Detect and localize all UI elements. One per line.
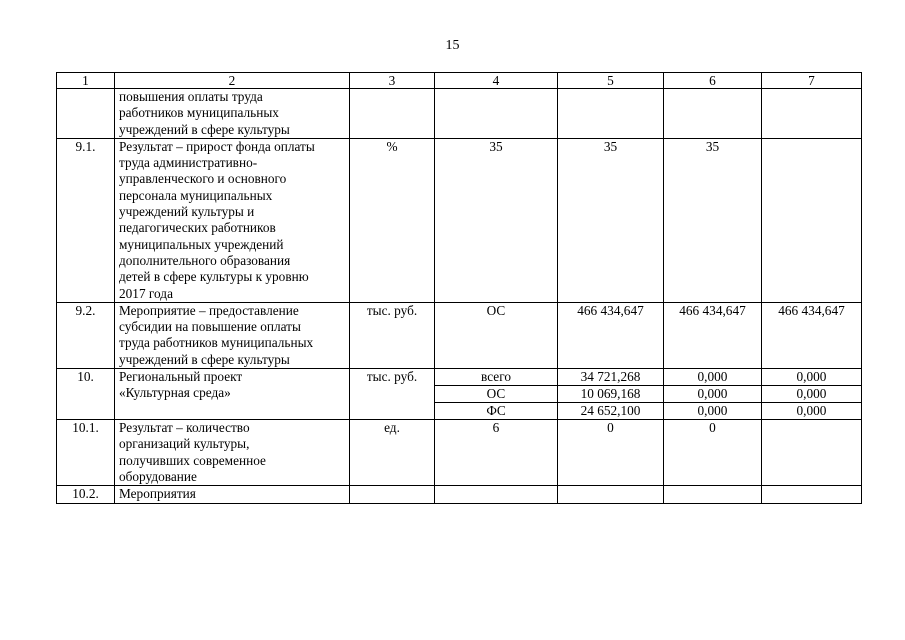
row-name-line: детей в сфере культуры к уровню [119, 269, 309, 285]
row-name [115, 486, 350, 503]
column-number: 1 [57, 73, 115, 89]
row-name-line: Мероприятия [119, 486, 196, 502]
table-row [57, 138, 862, 302]
column-number-row [57, 73, 862, 89]
row-name [115, 138, 350, 302]
column-number: 3 [350, 73, 435, 89]
value-cell [762, 486, 862, 503]
row-name-line: оборудование [119, 468, 197, 484]
row-number: 10.2. [57, 486, 115, 503]
row-number: 10. [57, 369, 115, 420]
row-name-line: учреждений в сфере культуры [119, 351, 290, 367]
row-name-line: труда работников муниципальных [119, 335, 314, 351]
row-name-line: Мероприятие – предоставление [119, 302, 299, 318]
source-cell [435, 486, 558, 503]
value-cell: 0,000 [664, 386, 762, 403]
value-cell: 0,000 [762, 369, 862, 386]
source-cell [435, 89, 558, 139]
unit-cell: ед. [350, 420, 435, 486]
row-name-line: педагогических работников [119, 220, 276, 236]
row-name-line: получивших современное [119, 452, 266, 468]
table-row [57, 486, 862, 503]
table-row [57, 89, 862, 139]
value-cell [762, 138, 862, 302]
row-name-line: учреждений в сфере культуры [119, 121, 290, 137]
value-cell [558, 486, 664, 503]
value-cell: 0,000 [762, 386, 862, 403]
value-cell: 0 [558, 420, 664, 486]
table-row [57, 302, 862, 368]
value-cell [664, 89, 762, 139]
column-number: 4 [435, 73, 558, 89]
unit-cell [350, 486, 435, 503]
unit-cell: тыс. руб. [350, 369, 435, 420]
value-cell: 24 652,100 [558, 403, 664, 420]
source-cell: ОС [435, 302, 558, 368]
value-cell: 35 [558, 138, 664, 302]
value-cell: 34 721,268 [558, 369, 664, 386]
value-cell: 0,000 [664, 403, 762, 420]
row-name [115, 302, 350, 368]
column-number: 2 [115, 73, 350, 89]
row-name-line: субсидии на повышение оплаты [119, 319, 301, 335]
value-cell: 35 [664, 138, 762, 302]
source-cell: 35 [435, 138, 558, 302]
row-name-line: персонала муниципальных [119, 187, 273, 203]
row-name-line: учреждений культуры и [119, 204, 255, 220]
table-row [57, 369, 862, 386]
row-name-line: Результат – количество [119, 420, 250, 436]
unit-cell [350, 89, 435, 139]
row-name-line: 2017 года [119, 285, 173, 301]
row-name-line: «Культурная среда» [119, 385, 231, 401]
value-cell: 0,000 [664, 369, 762, 386]
row-name-line: работников муниципальных [119, 105, 279, 121]
value-cell [762, 89, 862, 139]
table-row [57, 420, 862, 486]
data-table [56, 72, 862, 504]
row-number: 9.2. [57, 302, 115, 368]
column-number: 6 [664, 73, 762, 89]
row-name-line: Региональный проект [119, 369, 243, 385]
row-name-line: Результат – прирост фонда оплаты [119, 138, 315, 154]
source-cell: 6 [435, 420, 558, 486]
unit-cell: тыс. руб. [350, 302, 435, 368]
row-number [57, 89, 115, 139]
value-cell [558, 89, 664, 139]
row-name-line: муниципальных учреждений [119, 236, 284, 252]
source-cell: ОС [435, 386, 558, 403]
value-cell: 466 434,647 [664, 302, 762, 368]
row-name [115, 89, 350, 139]
column-number: 5 [558, 73, 664, 89]
value-cell: 10 069,168 [558, 386, 664, 403]
value-cell: 0 [664, 420, 762, 486]
column-number: 7 [762, 73, 862, 89]
row-name-line: управленческого и основного [119, 171, 287, 187]
source-cell: всего [435, 369, 558, 386]
row-name-line: организаций культуры, [119, 436, 250, 452]
row-name-line: повышения оплаты труда [119, 89, 263, 104]
row-number: 10.1. [57, 420, 115, 486]
value-cell: 466 434,647 [762, 302, 862, 368]
row-name [115, 420, 350, 486]
row-name-line: дополнительного образования [119, 252, 291, 268]
row-name-line: труда административно- [119, 155, 258, 171]
value-cell [664, 486, 762, 503]
page-number: 15 [445, 38, 460, 53]
unit-cell: % [350, 138, 435, 302]
source-cell: ФС [435, 403, 558, 420]
row-name [115, 369, 350, 420]
row-number: 9.1. [57, 138, 115, 302]
value-cell: 466 434,647 [558, 302, 664, 368]
value-cell [762, 420, 862, 486]
value-cell: 0,000 [762, 403, 862, 420]
